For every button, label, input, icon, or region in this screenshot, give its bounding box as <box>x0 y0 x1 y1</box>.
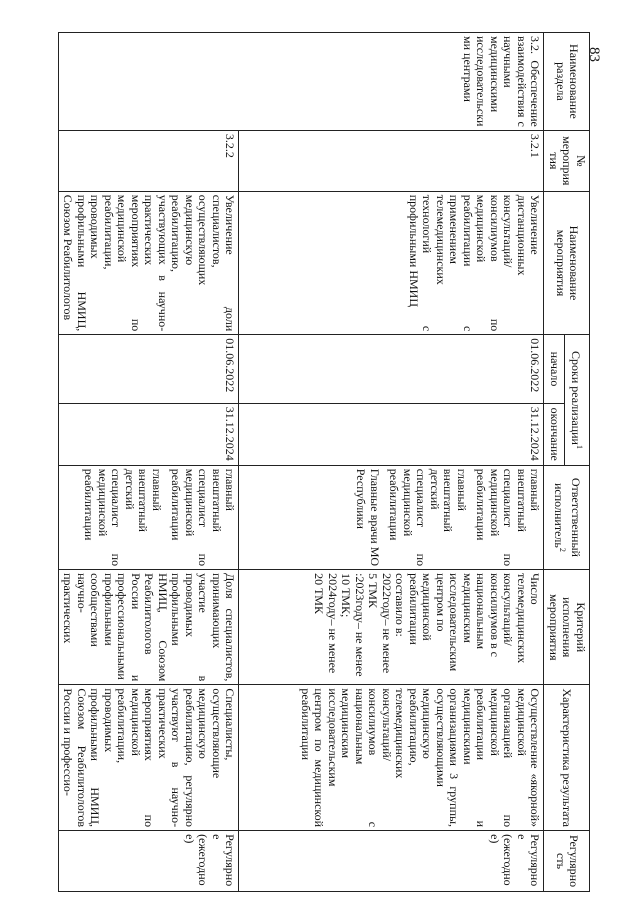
rotated-table-wrapper <box>60 32 590 892</box>
page-number: 83 <box>586 47 602 62</box>
header-period <box>565 335 590 465</box>
header-responsible-footnote: 2 <box>557 547 567 552</box>
criterion-line: 2024году– не менее 20 ТМК <box>312 573 340 674</box>
activities-table <box>58 32 590 892</box>
cell-num: 3.2.1 <box>239 130 544 191</box>
header-criterion: Критерий исполнения мероприятия <box>544 570 590 685</box>
cell-start: 01.06.2022 <box>239 335 544 404</box>
cell-regularity: Регулярное (ежегодное) <box>239 831 544 892</box>
responsible-line: главный внештатный детский специалист по медицинской реабилитации <box>387 468 469 567</box>
cell-section: 3.2. Обеспечение взаимодействия с научными медицинскими исследовательскими центрами <box>59 33 545 131</box>
cell-result: Специалисты, осуществляющие медицинскую реабилитацию, регулярно участвуют в научно-практических мероприятиях по медицинской реабилитации, проводимых профильными НМИЦ, Союзом Реабилитологов России и профессио- <box>59 685 240 831</box>
header-row <box>565 33 590 892</box>
cell-start: 01.06.2022 <box>59 335 240 404</box>
criterion-line: :2023году– не менее 10 ТМК; <box>339 573 367 677</box>
cell-end: 31.12.2024 <box>239 403 544 465</box>
cell-name: Увеличение доли специалистов, осуществляющих медицинскую реабилитацию, участвующих в научно-практических мероприятиях по медицинской реабилитации, проводимых профильными НМИЦ, Союзом Реабилитологов <box>59 191 240 335</box>
header-responsible <box>544 465 590 569</box>
header-num: № мероприятия <box>544 130 590 191</box>
cell-result: Осуществление «якорной» медицинской организацией по медицинской реабилитации и медицинскими организациями 3 группы, осуществляющими медицинскую реабилитацию, телемедицинских консультаций/консилиумов с национальным медицинским исследовательским центром по медицинской реабилитации <box>239 685 544 831</box>
responsible-line: главный внештатный специалист по медицинской реабилитации <box>169 468 238 567</box>
cell-num: 3.2.2 <box>59 130 240 191</box>
table-row <box>59 33 240 892</box>
responsible-line: главный внештатный специалист по медицинской реабилитации <box>474 468 543 567</box>
header-end: окончание <box>544 403 565 465</box>
header-responsible-label: Ответственный исполнитель <box>551 477 584 557</box>
responsible-line: главный внештатный детский специалист по медицинской реабилитации <box>82 468 164 567</box>
table-row <box>239 33 544 892</box>
header-section: Наименование раздела <box>544 33 590 131</box>
cell-criterion: Доля специалистов, принимающих участие в проводимых профильными НМИЦ, Союзом Реабилитологов России и профессиональными профильными сообществами научно-практических <box>59 570 240 685</box>
header-period-label: Сроки реализации <box>568 351 583 445</box>
cell-name: Увеличение дистанционных консультаций/консилиумов по медицинской реабилитации с применением телемедицинских технологий с профильными НМИЦ <box>239 191 544 335</box>
header-name: Наименование мероприятия <box>544 191 590 335</box>
criterion-line: Число телемедицинских консультаций/консилиумов в с национальным медицинским исследовательским центром по медицинской реабилитации составило в: <box>393 573 543 672</box>
criterion-line: 2022году– не менее 5 ТМК <box>366 573 394 674</box>
header-period-footnote: 1 <box>574 444 584 449</box>
cell-responsible <box>239 465 544 569</box>
cell-regularity: Регулярное (ежегодное) <box>59 831 240 892</box>
cell-criterion <box>239 570 544 685</box>
responsible-line: Главные врачи МО Республики <box>354 468 382 567</box>
header-result: Характеристика результата <box>544 685 590 831</box>
cell-responsible <box>59 465 240 569</box>
header-regularity: Регулярность <box>544 831 590 892</box>
cell-end: 31.12.2024 <box>59 403 240 465</box>
header-start: начало <box>544 335 565 404</box>
